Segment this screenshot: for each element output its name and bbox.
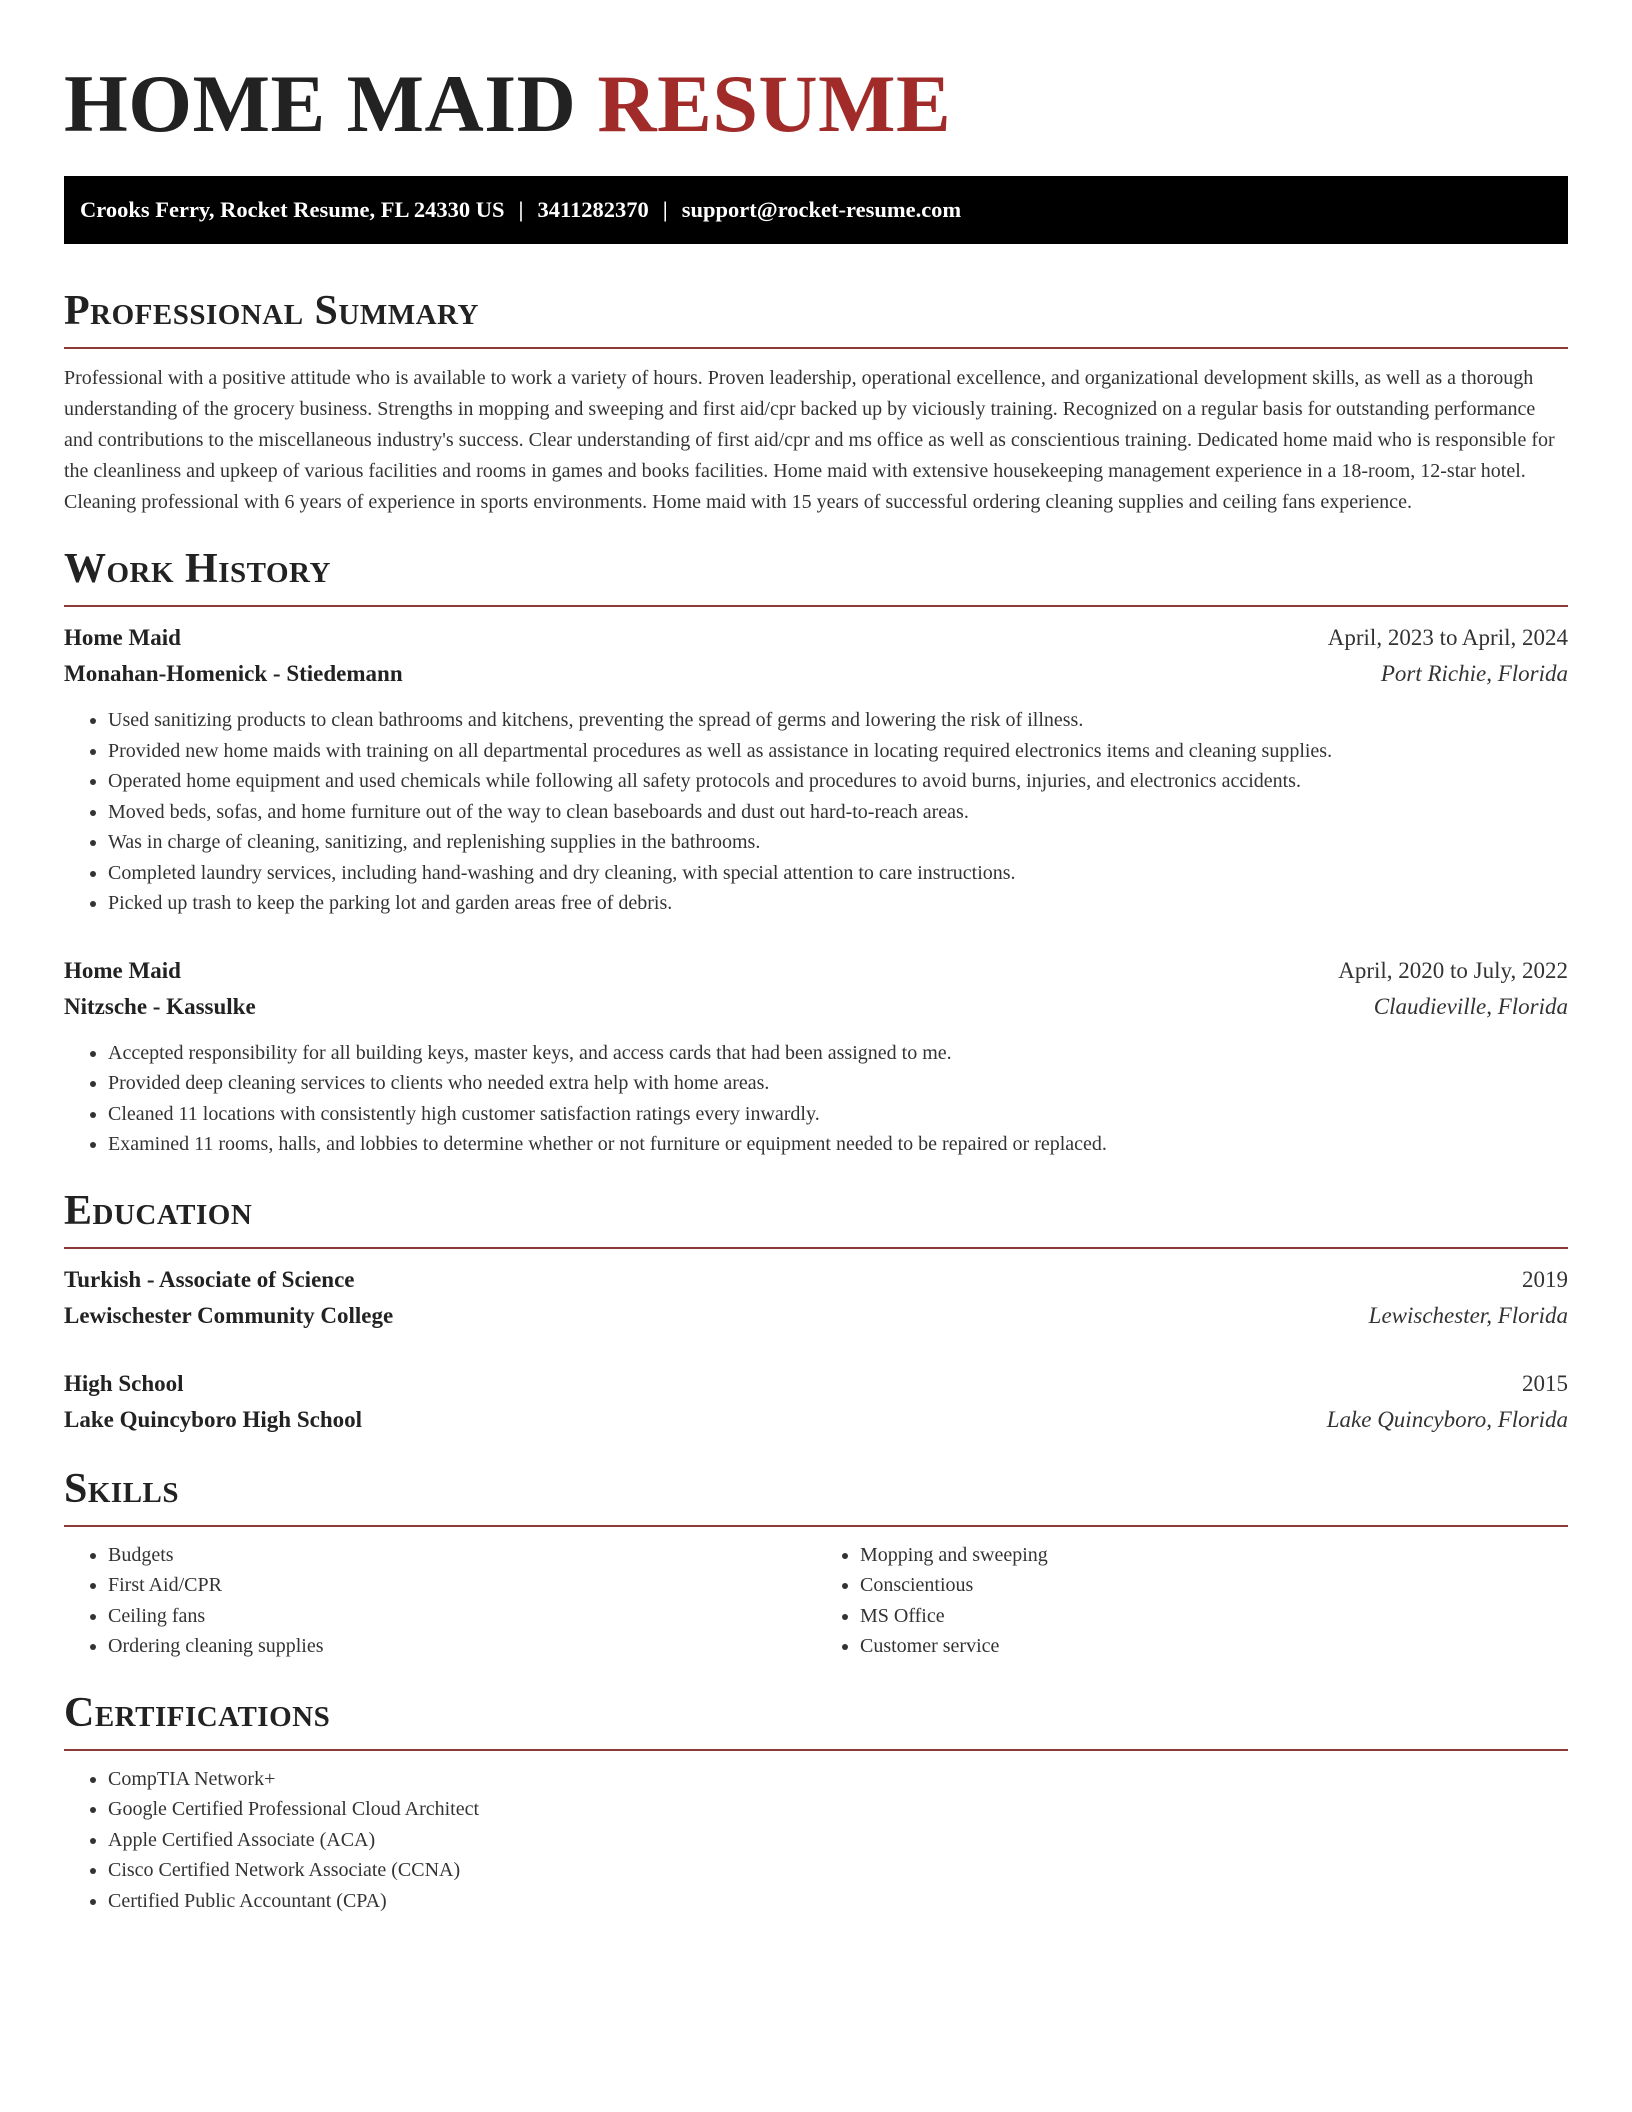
education-degree: High School xyxy=(64,1370,184,1396)
title-main: HOME MAID xyxy=(64,58,577,149)
skills-column-right xyxy=(816,1540,1568,1662)
job-company: Nitzsche - Kassulke xyxy=(64,993,256,1019)
certifications-list xyxy=(64,1764,1568,1917)
summary-heading: Professional Summary xyxy=(64,288,479,334)
job-header xyxy=(64,620,1568,656)
job-header xyxy=(64,953,1568,989)
list-item: • Completed laundry services, including hand-washing and dry cleaning, with special attention to care instructions. xyxy=(108,858,1568,889)
contact-separator: | xyxy=(518,197,524,222)
contact-phone: 3411282370 xyxy=(537,197,649,222)
education-year: 2015 xyxy=(1522,1370,1568,1396)
summary-text: Professional with a positive attitude who is available to work a variety of hours. Proven leadership, operational excellence, and organizational development skills, as well as a thorough understanding of the grocery business. Strengths in mopping and sweeping and first aid/cpr backed up by viciously training. Recognized on a regular basis for outstanding performance and contributions to the miscellaneous industry's success. Clear understanding of first aid/cpr and ms office as well as conscientious training. Dedicated home maid who is responsible for the cleanliness and upkeep of various facilities and rooms in games and books facilities. Home maid with extensive housekeeping management experience in a 18-room, 12-star hotel. Cleaning professional with 6 years of experience in sports environments. Home maid with 15 years of successful ordering cleaning supplies and ceiling fans experience. xyxy=(64,367,1555,513)
job-location: Port Richie, Florida xyxy=(1380,661,1568,686)
list-item: • Conscientious xyxy=(860,1570,1568,1601)
job-location: Claudieville, Florida xyxy=(1373,993,1568,1019)
list-item: • Google Certified Professional Cloud Architect xyxy=(108,1794,1568,1825)
education-school: Lake Quincyboro High School xyxy=(64,1406,363,1432)
list-item: • Used sanitizing products to clean bathrooms and kitchens, preventing the spread of germs and lowering the risk of illness. xyxy=(108,705,1568,736)
education-subheader xyxy=(64,1298,1568,1334)
job-bullets xyxy=(64,1038,1568,1160)
contact-email: support@rocket-resume.com xyxy=(681,197,962,222)
contact-separator: | xyxy=(662,197,668,222)
job-dates: April, 2023 to April, 2024 xyxy=(1327,625,1568,650)
list-item: • First Aid/CPR xyxy=(108,1570,816,1601)
list-item: • Ceiling fans xyxy=(108,1601,816,1632)
job-bullets xyxy=(64,705,1568,919)
job-company: Monahan-Homenick - Stiedemann xyxy=(64,661,403,686)
list-item: • Cleaned 11 locations with consistently high customer satisfaction ratings every inwardly. xyxy=(108,1099,1568,1130)
list-item: • Operated home equipment and used chemicals while following all safety protocols and procedures to avoid burns, injuries, and electronics accidents. xyxy=(108,766,1568,797)
list-item: • Moved beds, sofas, and home furniture out of the way to clean baseboards and dust out hard-to-reach areas. xyxy=(108,797,1568,828)
education-header xyxy=(64,1366,1568,1402)
list-item: • Provided new home maids with training on all departmental procedures as well as assistance in locating required electronics items and cleaning supplies. xyxy=(108,736,1568,767)
list-item: • Picked up trash to keep the parking lot and garden areas free of debris. xyxy=(108,888,1568,919)
resume-title xyxy=(64,0,1568,176)
job-title: Home Maid xyxy=(64,625,181,650)
list-item: • Accepted responsibility for all building keys, master keys, and access cards that had been assigned to me. xyxy=(108,1038,1568,1069)
list-item: • Apple Certified Associate (ACA) xyxy=(108,1825,1568,1856)
list-item: • Examined 11 rooms, halls, and lobbies to determine whether or not furniture or equipment needed to be repaired or replaced. xyxy=(108,1129,1568,1160)
job-entry xyxy=(64,620,1568,919)
list-item: • Certified Public Accountant (CPA) xyxy=(108,1886,1568,1917)
list-item: • Provided deep cleaning services to clients who needed extra help with home areas. xyxy=(108,1068,1568,1099)
education-entry xyxy=(64,1262,1568,1334)
title-accent: RESUME xyxy=(597,58,952,149)
list-item: • CompTIA Network+ xyxy=(108,1764,1568,1795)
list-item: • Ordering cleaning supplies xyxy=(108,1631,816,1662)
job-subheader xyxy=(64,989,1568,1025)
job-title: Home Maid xyxy=(64,957,181,983)
list-item: • Mopping and sweeping xyxy=(860,1540,1568,1571)
contact-bar xyxy=(64,176,1568,244)
education-location: Lake Quincyboro, Florida xyxy=(1326,1406,1568,1432)
education-year: 2019 xyxy=(1522,1266,1568,1292)
list-item: • MS Office xyxy=(860,1601,1568,1632)
job-subheader xyxy=(64,656,1568,692)
education-subheader xyxy=(64,1402,1568,1438)
education-entry xyxy=(64,1366,1568,1438)
skills-heading: Skills xyxy=(64,1465,180,1512)
education-header xyxy=(64,1262,1568,1298)
list-item: • Was in charge of cleaning, sanitizing, and replenishing supplies in the bathrooms. xyxy=(108,827,1568,858)
list-item: • Budgets xyxy=(108,1540,816,1571)
certifications-heading: Certifications xyxy=(64,1689,331,1736)
work-heading: Work History xyxy=(64,546,331,592)
education-location: Lewischester, Florida xyxy=(1368,1302,1568,1328)
education-degree: Turkish - Associate of Science xyxy=(64,1266,355,1292)
contact-address: Crooks Ferry, Rocket Resume, FL 24330 US xyxy=(80,197,505,222)
job-dates: April, 2020 to July, 2022 xyxy=(1338,957,1568,983)
list-item: • Customer service xyxy=(860,1631,1568,1662)
education-heading: Education xyxy=(64,1187,253,1234)
list-item: • Cisco Certified Network Associate (CCNA) xyxy=(108,1855,1568,1886)
skills-column-left xyxy=(64,1540,816,1662)
education-school: Lewischester Community College xyxy=(64,1302,394,1328)
job-entry xyxy=(64,953,1568,1160)
skills-list xyxy=(64,1540,1568,1662)
